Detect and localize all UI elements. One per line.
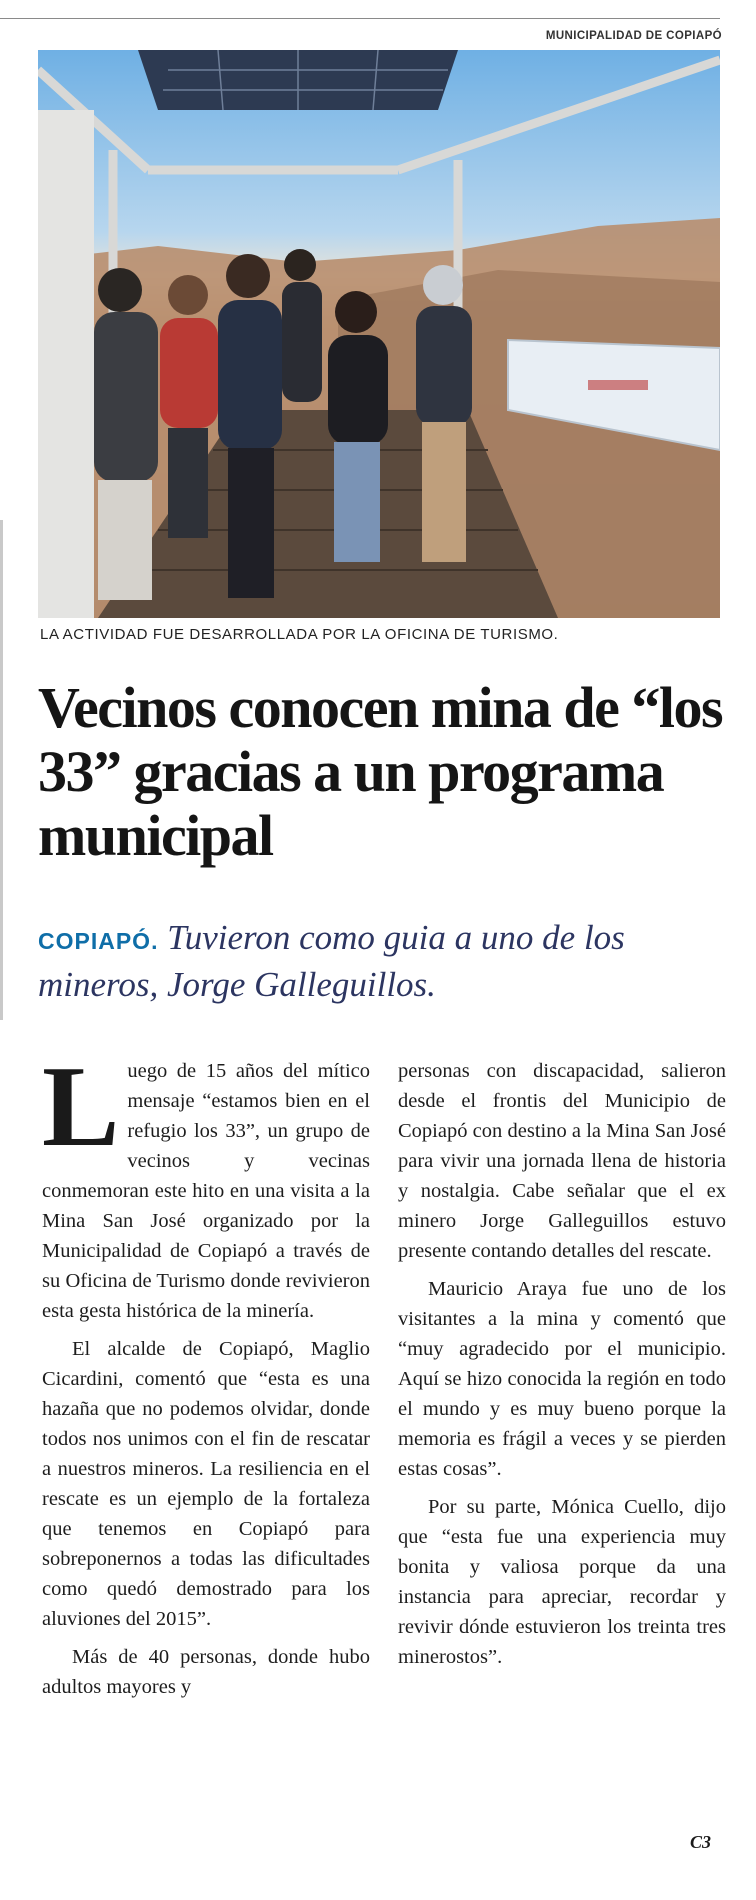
- article-photo: [38, 50, 720, 618]
- paragraph-6: Por su parte, Mónica Cuello, dijo que “esta fue una experiencia muy bonita y valiosa porque da una instancia para apreciar, recordar y revivir dónde estuvieron los treinta tres minerostos”.: [398, 1496, 726, 1668]
- paragraph-1-text: uego de 15 años del mítico mensaje “estamos bien en el refugio los 33”, un grupo de vecinos y vecinas conmemoran este hito en una visita a la Mina San José organizado por la Municipalidad de Copiapó a través de su Oficina de Turismo donde revivieron esta gesta histórica de la minería.: [42, 1060, 370, 1322]
- top-rule: [0, 18, 720, 19]
- end-mark: C3: [690, 1832, 712, 1852]
- dateline: COPIAPÓ.: [38, 928, 159, 954]
- photo-caption: LA ACTIVIDAD FUE DESARROLLADA POR LA OFICINA DE TURISMO.: [40, 626, 559, 643]
- article-column-1: [42, 1043, 370, 1710]
- lead-text: Tuvieron como guia a uno de los mineros, Jorge Galleguillos.: [38, 918, 625, 1004]
- paragraph-3: Más de 40 personas, donde hubo adultos mayores y: [42, 1646, 370, 1698]
- section-credit: MUNICIPALIDAD DE COPIAPÓ: [545, 30, 722, 42]
- drop-cap: L: [42, 1043, 120, 1171]
- article-lead: [38, 916, 728, 1007]
- article-headline: Vecinos conocen mina de “los 33” gracias a un programa municipal: [38, 675, 723, 868]
- paragraph-1: [42, 1043, 370, 1326]
- page-edge-margin: [0, 520, 3, 1020]
- paragraph-2: El alcalde de Copiapó, Maglio Cicardini, comentó que “esta es una hazaña que no podemos olvidar, donde todos nos unimos con el fin de rescatar a nuestros mineros. La resiliencia en el rescate es un ejemplo de la fortaleza que tenemos en Copiapó para sobreponernos a todas las dificultades como quedó demostrado para los aluviones del 2015”.: [42, 1338, 370, 1630]
- paragraph-4: personas con discapacidad, salieron desde el frontis del Municipio de Copiapó con destino a la Mina San José para vivir una jornada llena de historia y nostalgia. Cabe señalar que el ex minero Jorge Galleguillos estuvo presente contando detalles del rescate.: [398, 1060, 726, 1262]
- article-column-2: [398, 1056, 726, 1680]
- paragraph-5: Mauricio Araya fue uno de los visitantes a la mina y comentó que “muy agradecido por el municipio. Aquí se hizo conocida la región en todo el mundo y es muy bueno porque la memoria es frágil a veces y se pierden estas cosas”.: [398, 1278, 726, 1480]
